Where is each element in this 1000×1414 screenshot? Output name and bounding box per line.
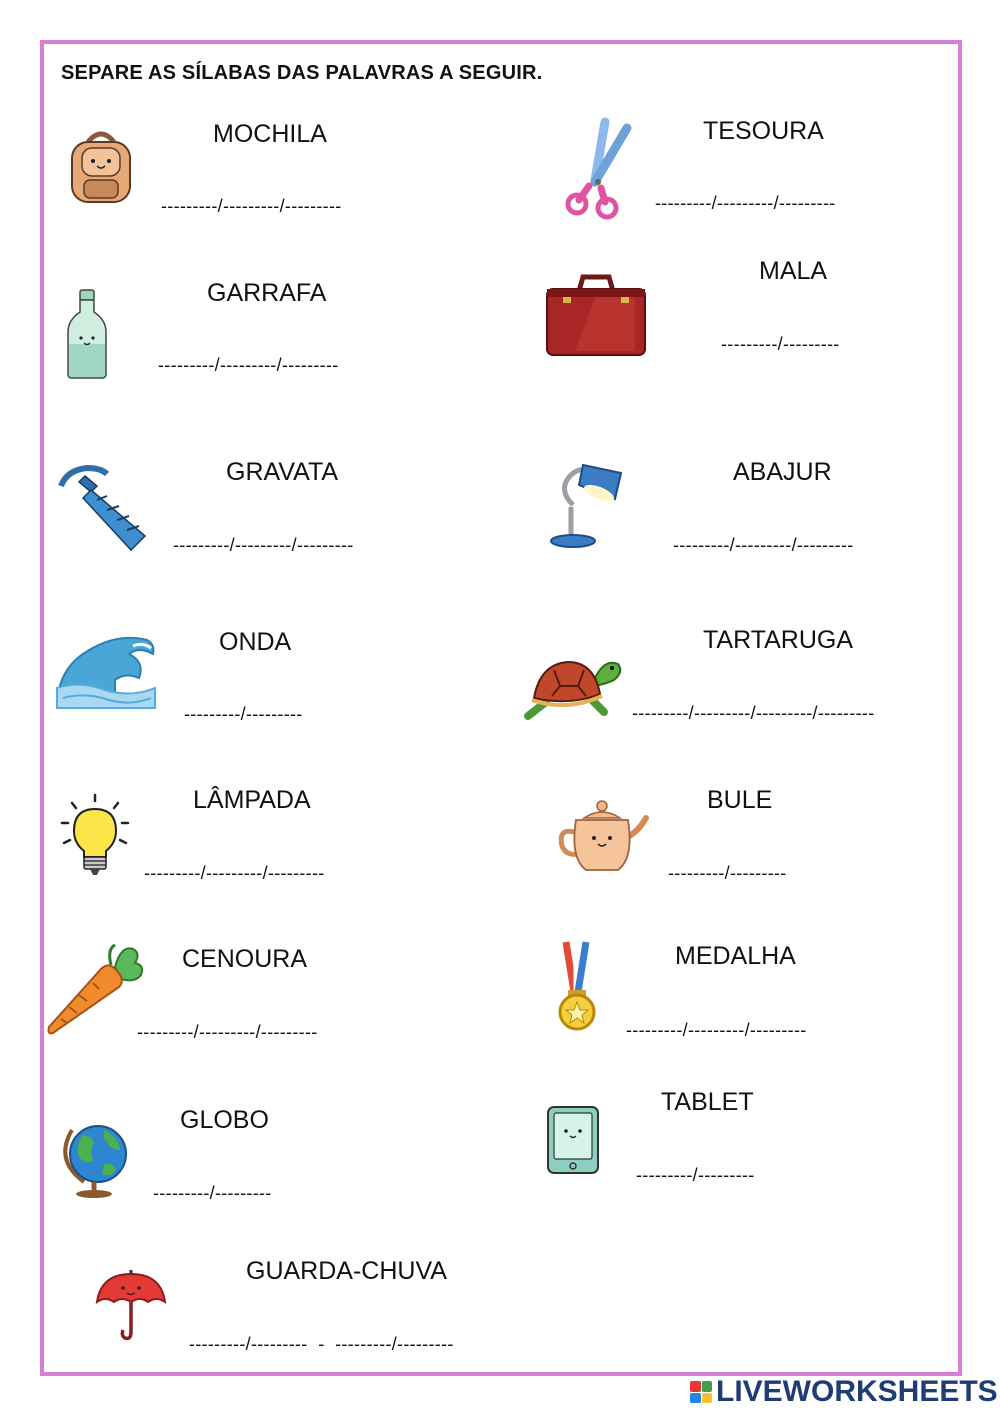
answer-onda[interactable]: ---------/---------: [184, 704, 303, 724]
answer-mala[interactable]: ---------/---------: [721, 334, 840, 354]
logo-text: LIVEWORKSHEETS: [716, 1375, 998, 1408]
wave-icon: [55, 632, 157, 710]
word-gravata: GRAVATA: [226, 458, 339, 486]
word-mala: MALA: [759, 257, 828, 285]
lightbulb-icon: [60, 793, 130, 877]
word-guarda-chuva: GUARDA-CHUVA: [246, 1257, 447, 1285]
answer-tartaruga[interactable]: ---------/---------/---------/---------: [632, 703, 875, 723]
logo-mark-icon: [690, 1381, 712, 1403]
answer-guarda-chuva[interactable]: ---------/--------- - ---------/---------: [189, 1334, 454, 1354]
answer-cenoura[interactable]: ---------/---------/---------: [137, 1022, 318, 1042]
word-mochila: MOCHILA: [213, 120, 327, 148]
answer-medalha[interactable]: ---------/---------/---------: [626, 1020, 807, 1040]
answer-garrafa[interactable]: ---------/---------/---------: [158, 355, 339, 375]
tablet-icon: [546, 1105, 600, 1175]
word-cenoura: CENOURA: [182, 945, 308, 973]
answer-lampada[interactable]: ---------/---------/---------: [144, 863, 325, 883]
word-globo: GLOBO: [180, 1106, 269, 1134]
answer-tesoura[interactable]: ---------/---------/---------: [655, 193, 836, 213]
turtle-icon: [524, 650, 624, 720]
word-tartaruga: TARTARUGA: [703, 626, 854, 654]
answer-tablet[interactable]: ---------/---------: [636, 1165, 755, 1185]
scissors-icon: [565, 120, 635, 218]
answer-gravata[interactable]: ---------/---------/---------: [173, 535, 354, 555]
tie-icon: [57, 464, 151, 554]
medal-icon: [552, 940, 602, 1034]
word-abajur: ABAJUR: [733, 458, 832, 486]
lamp-icon: [549, 459, 631, 549]
answer-globo[interactable]: ---------/---------: [153, 1183, 272, 1203]
word-tablet: TABLET: [661, 1088, 754, 1116]
teapot-icon: [556, 798, 648, 876]
word-lampada: LÂMPADA: [193, 786, 311, 814]
backpack-icon: [66, 128, 136, 204]
suitcase-icon: [545, 273, 647, 359]
answer-abajur[interactable]: ---------/---------/---------: [673, 535, 854, 555]
carrot-icon: [45, 943, 145, 1037]
word-tesoura: TESOURA: [703, 117, 824, 145]
word-onda: ONDA: [219, 628, 292, 656]
bottle-icon: [66, 288, 108, 380]
word-medalha: MEDALHA: [675, 942, 796, 970]
page-title: SEPARE AS SÍLABAS DAS PALAVRAS A SEGUIR.: [61, 62, 543, 84]
word-bule: BULE: [707, 786, 773, 814]
umbrella-icon: [95, 1266, 167, 1342]
answer-bule[interactable]: ---------/---------: [668, 863, 787, 883]
word-garrafa: GARRAFA: [207, 279, 327, 307]
globe-icon: [60, 1116, 130, 1198]
liveworksheets-logo: [690, 1374, 998, 1410]
answer-mochila[interactable]: ---------/---------/---------: [161, 196, 342, 216]
